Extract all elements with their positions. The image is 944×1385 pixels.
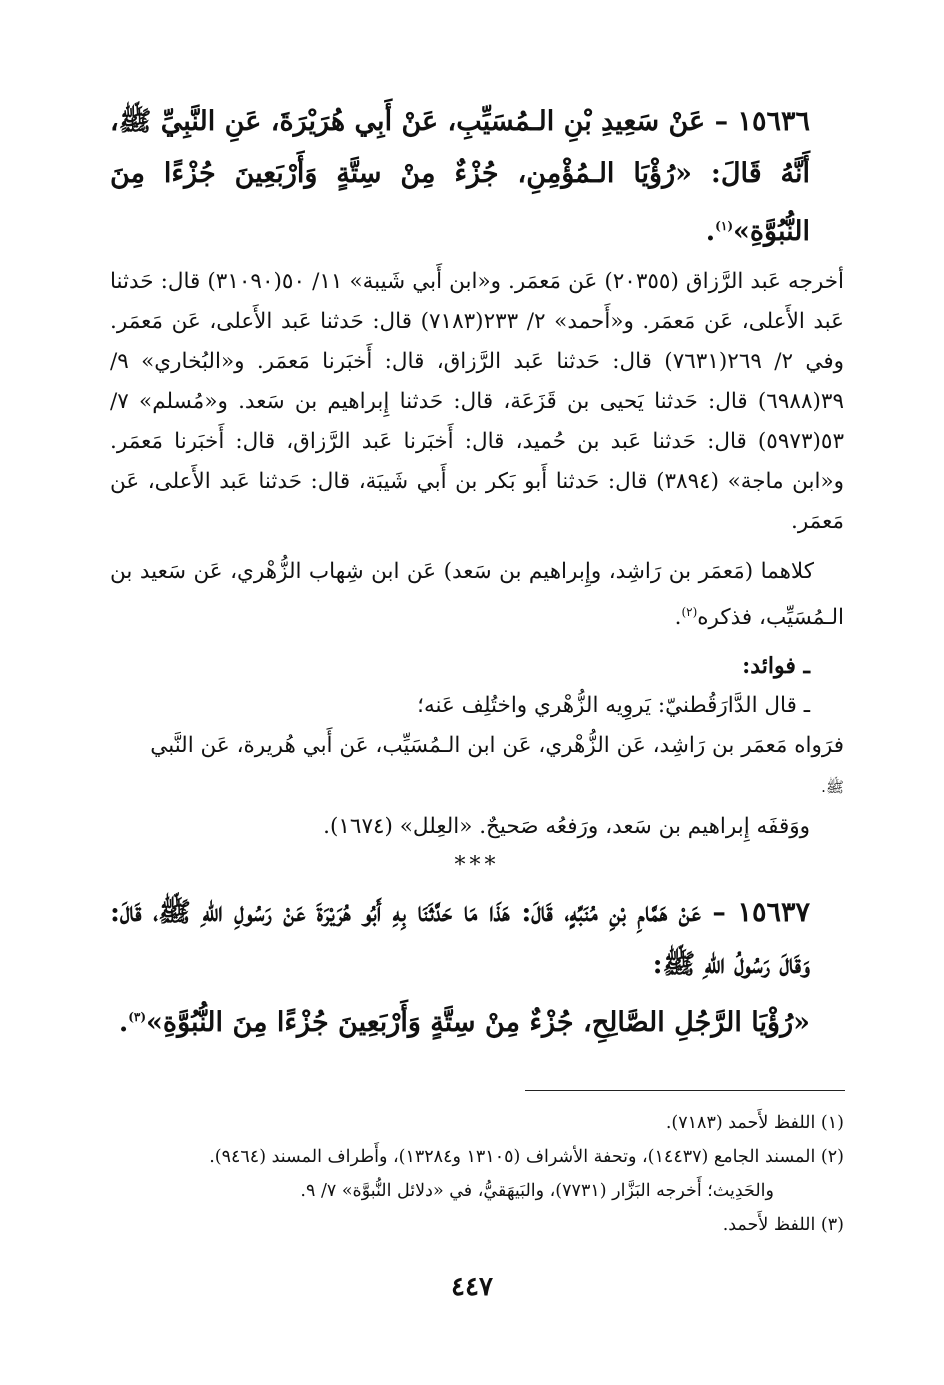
takhrij-summary-text: كلاهما (مَعمَر بن رَاشِد، وإِبراهيم بن سَعد) عَن ابن شِهاب الزُّهْري، عَن سَعيد بن الـمُسَيِّب، فذكره <box>110 559 844 631</box>
footnote-3: (٣) اللفظ لأَحمد. <box>722 1215 844 1235</box>
main-text <box>110 96 844 1049</box>
fawaid-heading: ـ فوائد: <box>742 653 810 680</box>
page-number: ٤٤٧ <box>451 1272 493 1302</box>
footnote-ref: (٣) <box>128 1010 147 1025</box>
hadith-number: ١٥٦٣٦ <box>737 106 810 137</box>
takhrij-paragraph: أخرجه عَبد الرَّزاق (٢٠٣٥٥) عَن مَعمَر. و«ابن أَبي شَيبة» ١١/ ٥٠(٣١٠٩٠) قال: حَدثنا عَبد الأَعلى، عَن مَعمَر. و«أَحمد» ٢/ ٢٣٣(٧١٨٣) قال: حَدثنا عَبد الأَعلى، عَن مَعمَر. وفي ٢/ ٢٦٩(٧٦٣١) قال: حَدثنا عَبد الرَّزاق، قال: أَخبَرنا مَعمَر. و«البُخاري» ٩/ ٣٩(٦٩٨٨) قال: حَدثنا يَحيى بن قَزَعَة، قال: حَدثنا إِبراهيم بن سَعد. و«مُسلم» ٧/ ٥٣(٥٩٧٣) قال: حَدثنا عَبد بن حُميد، قال: أَخبَرنا عَبد الرَّزاق، قال: أَخبَرنا مَعمَر. و«ابن ماجة» (٣٨٩٤) قال: حَدثنا أَبو بَكر بن أَبي شَيبَة، قال: حَدثنا عَبد الأَعلى، عَن مَعمَر. <box>110 269 845 534</box>
fawaid-line-text: فرَواه مَعمَر بن رَاشِد، عَن الزُّهْري، عَن ابن الـمُسَيِّب، عَن أَبي هُريرة، عَن النَّبي <box>150 733 844 759</box>
salutation-glyph: ﷺ. <box>821 778 844 797</box>
fawaid-line: ووَقفَه إِبراهيم بن سَعد، ورَفعُه صَحيحٌ. «العِلل» (١٦٧٤). <box>323 814 810 840</box>
footnote-ref: (٢) <box>681 605 698 619</box>
footnote-2: (٢) المسند الجامع (١٤٤٣٧)، وتحفة الأشراف (١٣١٠٥ و١٣٢٨٤)، وأَطراف المسند (٩٤٦٤). <box>209 1147 844 1167</box>
hadith-text: – عَنْ هَمَّامِ بْنِ مُنَبِّهٍ، قَالَ: هَذَا مَا حَدَّثَنَا بِهِ أَبُو هُرَيْرَةَ عَنْ رَسُولِ اللهِ ﷺ، قَالَ: وَقَالَ رَسُولُ اللهِ ﷺ: <box>110 897 810 981</box>
footnotes <box>110 1106 844 1242</box>
fawaid-line: ـ قال الدَّارَقُطنيّ: يَروِيه الزُّهْري واختُلِف عَنه؛ <box>417 693 810 719</box>
hadith-15636: ١٥٦٣٦ – عَنْ سَعِيدِ بْنِ الـمُسَيِّبِ، عَنْ أَبِي هُرَيْرَةَ، عَنِ النَّبِيِّ ﷺ، أَنَّهُ قَالَ: «رُؤْيَا الـمُؤْمِنِ، جُزْءٌ مِنْ سِتَّةٍ وَأَرْبَعِينَ جُزْءًا مِنَ النُّبُوَّةِ»$^{(١)}$. <box>110 106 810 247</box>
hadith-text: – عَنْ سَعِيدِ بْنِ الـمُسَيِّبِ، عَنْ أَبِي هُرَيْرَةَ، عَنِ النَّبِيِّ ﷺ، أَنَّهُ قَالَ: «رُؤْيَا الـمُؤْمِنِ، جُزْءٌ مِنْ سِتَّةٍ وَأَرْبَعِينَ جُزْءًا مِنَ النُّبُوَّةِ» <box>110 106 810 247</box>
hadith-quote-text: «رُؤْيَا الرَّجُلِ الصَّالِحِ، جُزْءٌ مِنْ سِتَّةٍ وَأَرْبَعِينَ جُزْءًا مِنَ النُّبُوَّةِ» <box>146 1007 810 1039</box>
hadith-15637 <box>110 887 844 991</box>
hadith-number: ١٥٦٣٧ <box>737 897 811 929</box>
footnote-divider <box>525 1090 845 1091</box>
footnote-2-continued: والحَدِيث؛ أَخرجه البَزَّار (٧٧٣١)، والبَيهَقيُّ، في «دلائل النُّبوَّة» ٧/ ٩. <box>300 1181 774 1201</box>
fawaid-line <box>110 726 844 807</box>
section-separator: *** <box>454 853 500 879</box>
takhrij-summary: كلاهما (مَعمَر بن رَاشِد، وإِبراهيم بن سَعد) عَن ابن شِهاب الزُّهْري، عَن سَعيد بن الـمُسَيِّب، فذكره$^{(٢)}$. <box>110 559 844 631</box>
hadith-quote: «رُؤْيَا الرَّجُلِ الصَّالِحِ، جُزْءٌ مِنْ سِتَّةٍ وَأَرْبَعِينَ جُزْءًا مِنَ النُّبُوَّةِ»$^{(٣)}$. <box>118 1007 810 1039</box>
footnote-ref: (١) <box>715 219 733 233</box>
footnote-1: (١) اللفظ لأَحمد (٧١٨٣). <box>665 1113 844 1133</box>
